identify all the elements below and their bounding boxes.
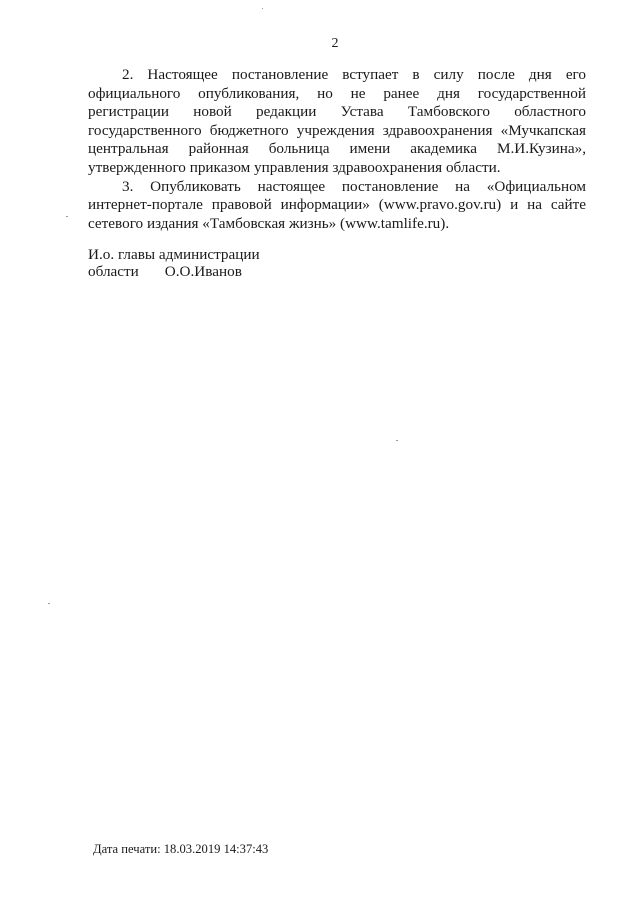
print-date: Дата печати: 18.03.2019 14:37:43 xyxy=(93,842,269,856)
scan-speck xyxy=(48,603,50,604)
document-body xyxy=(88,66,586,233)
scan-speck xyxy=(66,216,68,217)
signatory-position-region: области xyxy=(88,263,139,280)
signature-block xyxy=(88,246,260,280)
paragraph-3-publication: 3. Опубликовать настоящее постановление на «Официальном интернет-портале правовой информации» (www.pravo.gov.ru) и на сайте сетевого издания «Тамбовская жизнь» (www.tamlife.ru). xyxy=(88,177,586,232)
scan-speck xyxy=(262,8,263,9)
signatory-line-2 xyxy=(88,263,260,280)
signatory-position: И.о. главы администрации xyxy=(88,246,260,263)
paragraph-2-effective-date: 2. Настоящее постановление вступает в силу после дня его официального опубликования, но не ранее дня государственной регистрации новой редакции Устава Тамбовского областного государственного бюджетного учреждения здравоохранения «Мучкапская центральная районная больница имени академика М.И.Кузина», утвержденного приказом управления здравоохранения области. xyxy=(88,66,586,176)
page-number: 2 xyxy=(331,36,339,51)
signatory-name: О.О.Иванов xyxy=(164,263,242,280)
scan-speck xyxy=(396,440,398,441)
